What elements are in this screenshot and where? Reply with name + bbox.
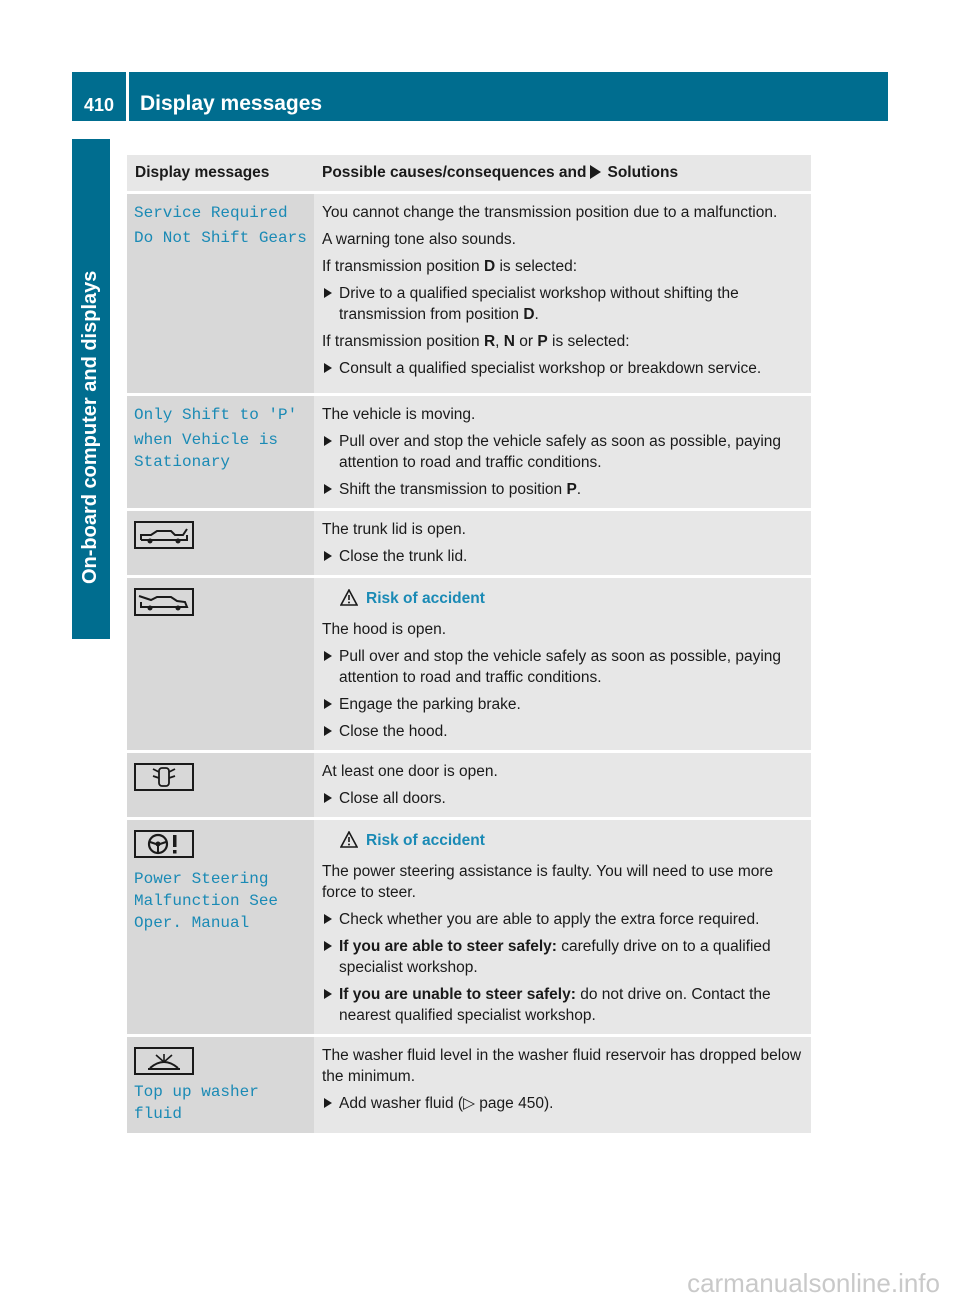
message-text: Service Required xyxy=(134,204,288,222)
message-text: Oper. Manual xyxy=(134,914,250,932)
warning-heading: Risk of accident xyxy=(340,830,805,855)
message-cell xyxy=(127,577,314,752)
message-text: Malfunction See xyxy=(134,892,279,910)
message-cell xyxy=(127,193,314,395)
message-text: when Vehicle is xyxy=(134,431,279,449)
solution-step: Engage the parking brake. xyxy=(322,694,805,715)
cause-text: The vehicle is moving. xyxy=(322,406,476,423)
solution-cell xyxy=(314,752,811,819)
solution-step: Pull over and stop the vehicle safely as soon as possible, paying attention to road and traffic conditions. xyxy=(322,431,805,473)
warning-heading: Risk of accident xyxy=(340,588,805,613)
solution-cell xyxy=(314,395,811,510)
page-reference-icon: ▷ xyxy=(463,1095,475,1112)
washer-fluid-icon xyxy=(134,1047,194,1075)
cause-text: The trunk lid is open. xyxy=(322,521,466,538)
column-header-solutions: Possible causes/consequences and Solutions xyxy=(314,155,811,193)
solution-step: Check whether you are able to apply the extra force required. xyxy=(322,909,805,930)
solution-step: If you are able to steer safely: carefully drive on to a qualified specialist workshop. xyxy=(322,936,805,978)
solution-step: Close the hood. xyxy=(322,721,805,742)
header-divider xyxy=(126,72,129,121)
table-row xyxy=(127,395,811,510)
solution-cell xyxy=(314,510,811,577)
table-row xyxy=(127,193,811,395)
solution-cell xyxy=(314,577,811,752)
page-number: 410 xyxy=(83,95,115,115)
cause-text: The hood is open. xyxy=(322,621,447,638)
solution-step: If you are unable to steer safely: do not drive on. Contact the nearest qualified specialist workshop. xyxy=(322,984,805,1026)
display-messages-table xyxy=(127,155,811,1133)
table-row xyxy=(127,752,811,819)
watermark: carmanualsonline.info xyxy=(687,1268,940,1298)
solution-step: Shift the transmission to position P. xyxy=(322,479,805,500)
page-header xyxy=(72,72,888,121)
solution-step: Pull over and stop the vehicle safely as soon as possible, paying attention to road and traffic conditions. xyxy=(322,646,805,688)
message-cell xyxy=(127,510,314,577)
cause-text: A warning tone also sounds. xyxy=(322,231,516,248)
solution-cell xyxy=(314,819,811,1036)
page-title: Display messages xyxy=(140,92,323,115)
condition-text: If transmission position R, N or P is selected: xyxy=(322,333,630,350)
table-row xyxy=(127,577,811,752)
solution-step: Close all doors. xyxy=(322,788,805,809)
message-cell xyxy=(127,1036,314,1134)
steering-warning-icon xyxy=(134,830,194,858)
solution-cell xyxy=(314,193,811,395)
message-text: Only Shift to 'P' xyxy=(134,406,298,424)
table-row xyxy=(127,510,811,577)
arrow-right-icon xyxy=(590,165,601,179)
trunk-open-icon xyxy=(134,521,194,549)
cause-text: You cannot change the transmission position due to a malfunction. xyxy=(322,204,778,221)
message-cell xyxy=(127,395,314,510)
solution-step: Close the trunk lid. xyxy=(322,546,805,567)
warning-triangle-icon xyxy=(340,831,358,855)
message-cell xyxy=(127,819,314,1036)
message-text: Stationary xyxy=(134,453,231,471)
message-text: Do Not Shift Gears xyxy=(134,229,307,247)
solution-step: Add washer fluid (▷ page 450). xyxy=(322,1093,805,1114)
message-text: Power Steering xyxy=(134,870,269,888)
message-cell xyxy=(127,752,314,819)
table-row xyxy=(127,819,811,1036)
condition-text: If transmission position D is selected: xyxy=(322,258,578,275)
table-row xyxy=(127,1036,811,1134)
door-open-icon xyxy=(134,763,194,791)
cause-text: The washer fluid level in the washer fluid reservoir has dropped below the minimum. xyxy=(322,1047,802,1085)
warning-triangle-icon xyxy=(340,589,358,613)
solution-step: Drive to a qualified specialist workshop without shifting the transmission from position D. xyxy=(322,283,805,325)
cause-text: The power steering assistance is faulty. You will need to use more force to steer. xyxy=(322,863,774,901)
table-header-row xyxy=(127,155,811,193)
column-header-messages: Display messages xyxy=(127,155,314,193)
cause-text: At least one door is open. xyxy=(322,763,498,780)
chapter-side-label: On-board computer and displays xyxy=(79,270,101,584)
message-text: Top up washer fluid xyxy=(134,1083,259,1123)
solution-cell xyxy=(314,1036,811,1134)
solution-step: Consult a qualified specialist workshop or breakdown service. xyxy=(322,358,805,379)
hood-open-icon xyxy=(134,588,194,616)
